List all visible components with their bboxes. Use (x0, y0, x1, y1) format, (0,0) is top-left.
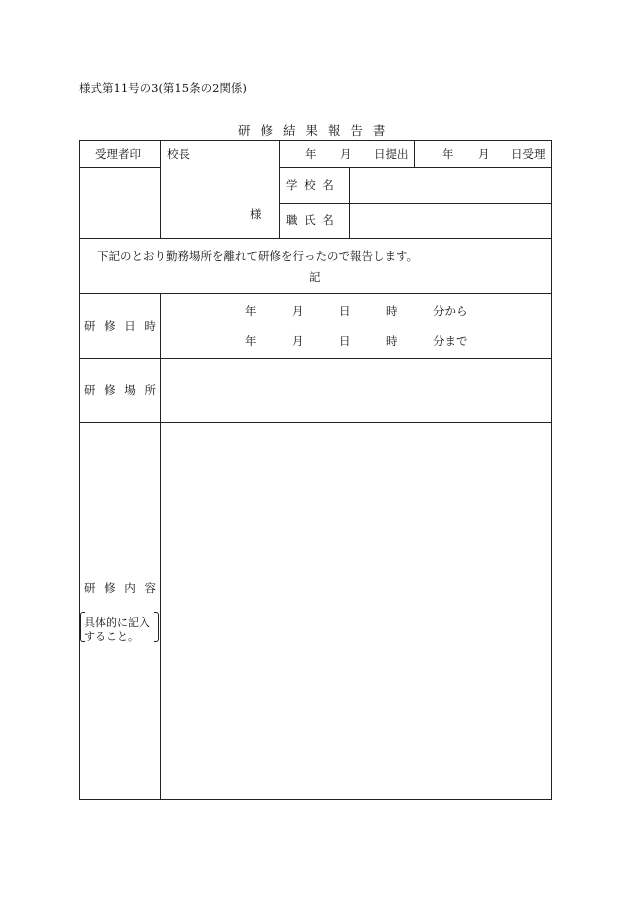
to-hour: 時 (386, 334, 398, 348)
content-field[interactable] (161, 423, 551, 799)
receiver-seal-label: 受理者印 (95, 147, 141, 161)
from-month: 月 (292, 304, 304, 318)
form-number: 様式第11号の3(第15条の2関係) (79, 81, 247, 95)
submit-year: 年 (305, 147, 317, 161)
content-note-bracket-right (154, 612, 159, 642)
content-label: 研 修 内 容 (84, 581, 156, 595)
datetime-label: 研 修 日 時 (84, 319, 156, 333)
to-month: 月 (292, 334, 304, 348)
from-year: 年 (245, 304, 257, 318)
receipt-year: 年 (442, 147, 454, 161)
principal-suffix: 様 (250, 207, 262, 221)
ki-heading: 記 (309, 270, 321, 284)
receipt-suffix: 日受理 (511, 147, 546, 161)
receipt-month: 月 (478, 147, 490, 161)
document-title: 研 修 結 果 報 告 書 (238, 123, 386, 138)
report-statement: 下記のとおり勤務場所を離れて研修を行ったので報告します。 (97, 249, 419, 263)
staff-name-field[interactable] (350, 204, 551, 238)
content-note-line1: 具体的に記入 (84, 616, 150, 629)
to-minute: 分まで (433, 334, 468, 348)
school-name-label: 学 校 名 (286, 178, 334, 192)
place-field[interactable] (161, 359, 551, 422)
from-day: 日 (339, 304, 351, 318)
school-name-field[interactable] (350, 168, 551, 203)
receiver-seal-box[interactable] (80, 168, 160, 238)
from-minute: 分から (433, 304, 468, 318)
content-note-line2: すること。 (84, 630, 139, 643)
to-day: 日 (339, 334, 351, 348)
to-year: 年 (245, 334, 257, 348)
staff-name-label: 職 氏 名 (286, 213, 334, 227)
principal-label: 校長 (167, 147, 190, 161)
from-hour: 時 (386, 304, 398, 318)
place-label: 研 修 場 所 (84, 383, 156, 397)
submit-month: 月 (340, 147, 352, 161)
submit-suffix: 日提出 (374, 147, 409, 161)
